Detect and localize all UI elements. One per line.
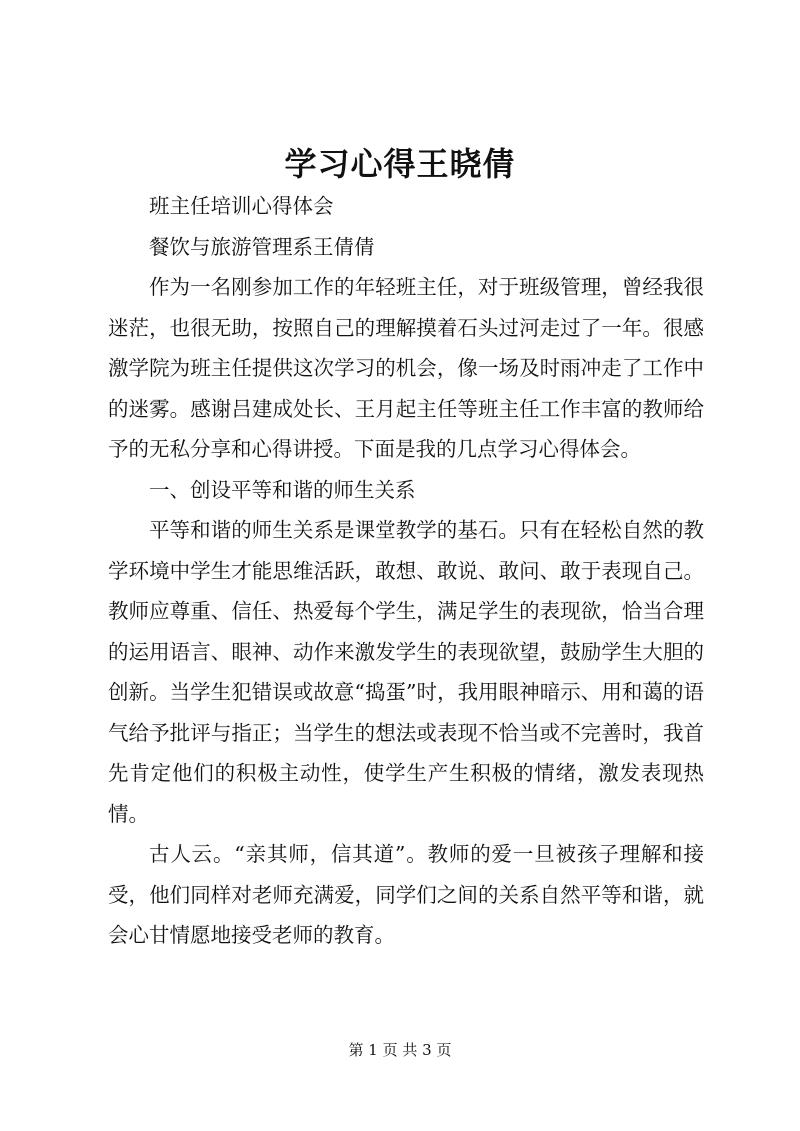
page-number: 第 1 页 共 3 页 <box>348 1041 452 1059</box>
document-body <box>108 186 704 956</box>
document-title: 学习心得王晓倩 <box>284 145 516 183</box>
section-heading: 一、创设平等和谐的师生关系 <box>149 477 416 502</box>
subtitle-paragraph: 班主任培训心得体会 <box>149 194 334 218</box>
body-paragraph: 古人云。“亲其师，信其道”。教师的爱一旦被孩子理解和接受，他们同样对老师充满爱，同学们之间的关系自然平等和谐，就会心甘情愿地接受老师的教育。 <box>108 842 704 947</box>
intro-paragraph: 作为一名刚参加工作的年轻班主任，对于班级管理，曾经我很迷茫，也很无助，按照自己的理解摸着石头过河走过了一年。很感激学院为班主任提供这次学习的机会，像一场及时雨冲走了工作中的迷雾。感谢吕建成处长、王月起主任等班主任工作丰富的教师给予的无私分享和心得讲授。下面是我的几点学习心得体会。 <box>108 275 704 461</box>
author-paragraph: 餐饮与旅游管理系王倩倩 <box>149 234 375 259</box>
body-paragraph: 平等和谐的师生关系是课堂教学的基石。只有在轻松自然的教学环境中学生才能思维活跃，敢想、敢说、敢问、敢于表现自己。教师应尊重、信任、热爱每个学生，满足学生的表现欲，恰当合理的运用语言、眼神、动作来激发学生的表现欲望，鼓励学生大胆的创新。当学生犯错误或故意“捣蛋”时，我用眼神暗示、用和蔼的语气给予批评与指正；当学生的想法或表现不恰当或不完善时，我首先肯定他们的积极主动性，使学生产生积极的情绪，激发表现热情。 <box>108 518 704 826</box>
